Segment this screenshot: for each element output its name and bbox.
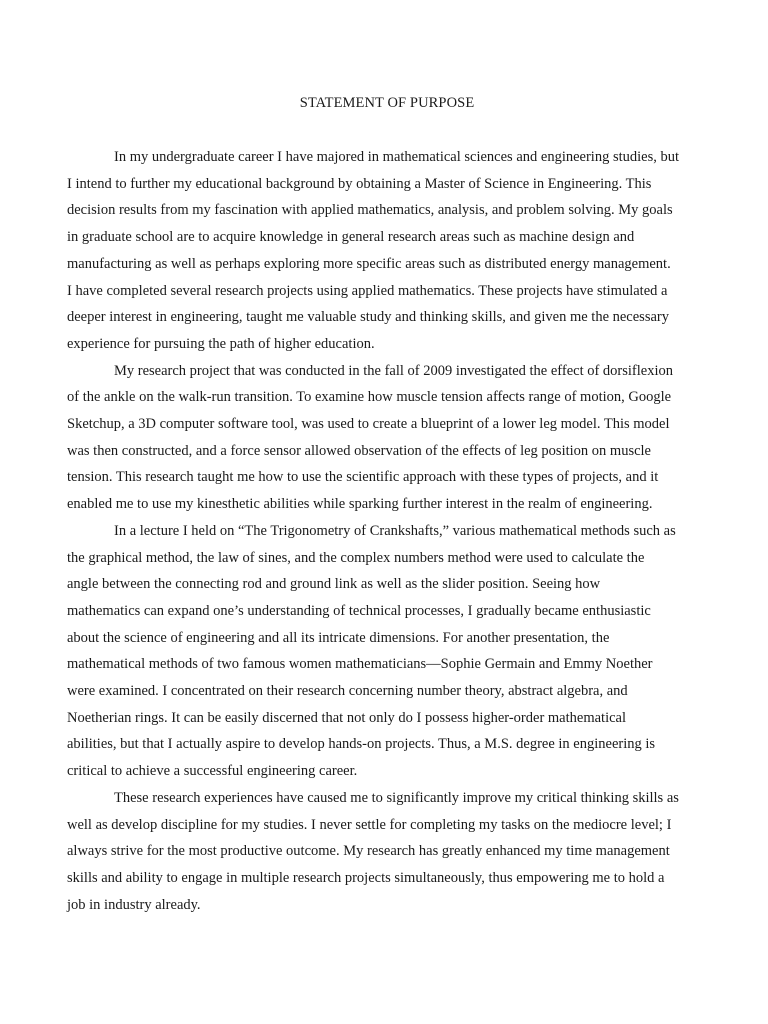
paragraph-line: job in industry already. xyxy=(67,896,201,913)
paragraph-3 xyxy=(67,518,707,785)
paragraph-line: mathematical methods of two famous women mathematicians—Sophie Germain and Emmy Noether xyxy=(67,656,653,673)
document-page xyxy=(67,0,707,1024)
paragraph-line: In my undergraduate career I have majored in mathematical sciences and engineering studies, but xyxy=(114,149,680,165)
paragraph-line: My research project that was conducted in the fall of 2009 investigated the effect of dorsiflexion xyxy=(114,362,674,379)
paragraph-line: These research experiences have caused me to significantly improve my critical thinking skills as xyxy=(114,789,679,806)
paragraph-line: skills and ability to engage in multiple research projects simultaneously, thus empowering me to hold a xyxy=(67,869,665,886)
paragraph-line: enabled me to use my kinesthetic abilities while sparking further interest in the realm of engineering. xyxy=(67,496,653,513)
paragraph-line: always strive for the most productive outcome. My research has greatly enhanced my time management xyxy=(67,843,670,860)
paragraph-line: experience for pursuing the path of higher education. xyxy=(67,335,375,352)
document-title: STATEMENT OF PURPOSE xyxy=(299,95,475,111)
paragraph-2 xyxy=(67,358,707,518)
paragraph-line: were examined. I concentrated on their research concerning number theory, abstract algebra, and xyxy=(67,683,628,700)
paragraph-4 xyxy=(67,785,707,919)
paragraph-line: critical to achieve a successful engineering career. xyxy=(67,763,358,780)
paragraph-line: I intend to further my educational background by obtaining a Master of Science in Engineering. This xyxy=(67,175,652,192)
paragraph-line: mathematics can expand one’s understanding of technical processes, I gradually became enthusiastic xyxy=(67,602,651,619)
paragraph-line: abilities, but that I actually aspire to develop hands-on projects. Thus, a M.S. degree in engineering is xyxy=(67,736,656,753)
paragraph-1 xyxy=(67,144,707,358)
paragraph-line: manufacturing as well as perhaps exploring more specific areas such as distributed energy management. xyxy=(67,255,671,272)
paragraph-line: about the science of engineering and all its intricate dimensions. For another presentation, the xyxy=(67,629,610,646)
paragraph-line: of the ankle on the walk-run transition. To examine how muscle tension affects range of motion, Google xyxy=(67,389,672,406)
paragraph-line: angle between the connecting rod and ground link as well as the slider position. Seeing how xyxy=(67,576,601,593)
document-body xyxy=(67,144,707,918)
paragraph-line: Sketchup, a 3D computer software tool, was used to create a blueprint of a lower leg model. This model xyxy=(67,416,670,433)
paragraph-line: In a lecture I held on “The Trigonometry of Crankshafts,” various mathematical methods such as xyxy=(114,522,676,539)
paragraph-line: tension. This research taught me how to use the scientific approach with these types of projects, and it xyxy=(67,469,659,486)
paragraph-line: well as develop discipline for my studies. I never settle for completing my tasks on the mediocre level; I xyxy=(67,816,672,833)
paragraph-line: I have completed several research projects using applied mathematics. These projects have stimulated a xyxy=(67,282,668,299)
paragraph-line: was then constructed, and a force sensor allowed observation of the effects of leg position on muscle xyxy=(67,442,651,459)
paragraph-line: deeper interest in engineering, taught me valuable study and thinking skills, and given me the necessary xyxy=(67,309,669,326)
paragraph-line: decision results from my fascination with applied mathematics, analysis, and problem solving. My goals xyxy=(67,202,673,219)
paragraph-line: the graphical method, the law of sines, and the complex numbers method were used to calculate the xyxy=(67,549,645,566)
paragraph-line: Noetherian rings. It can be easily discerned that not only do I possess higher-order mathematical xyxy=(67,709,626,726)
paragraph-line: in graduate school are to acquire knowledge in general research areas such as machine design and xyxy=(67,229,635,246)
